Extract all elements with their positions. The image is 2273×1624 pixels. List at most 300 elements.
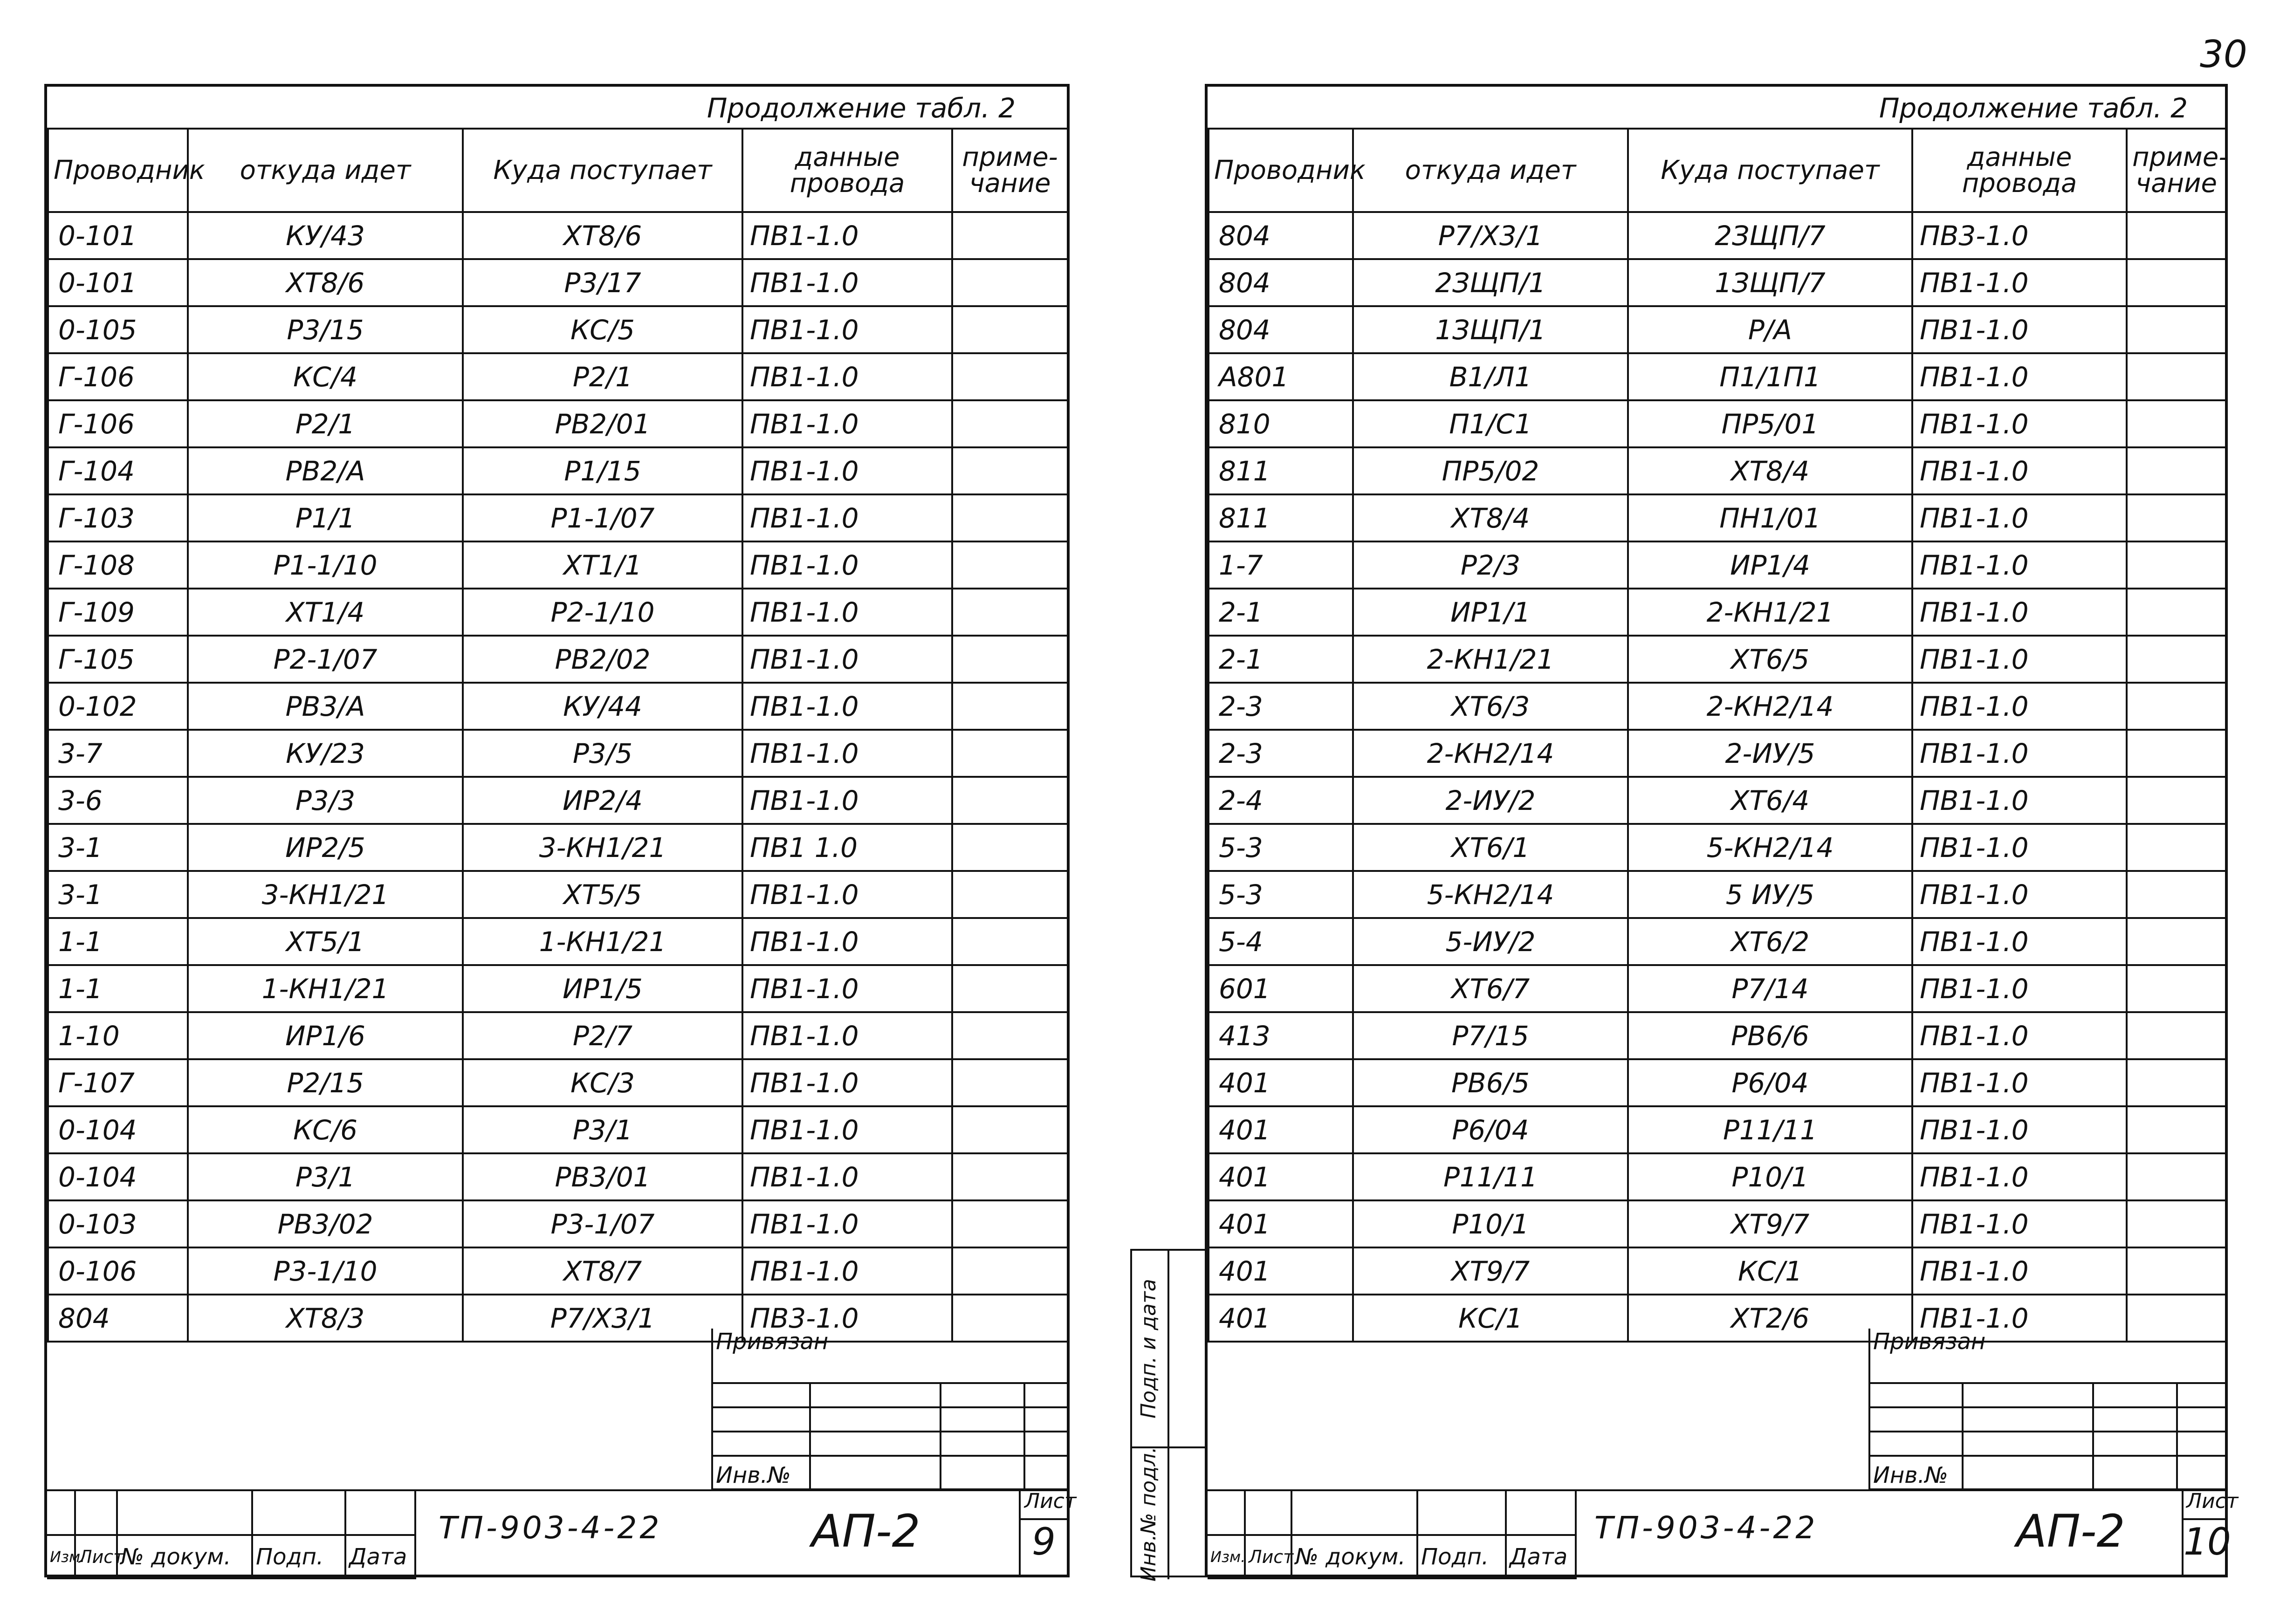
cell-wire-data: ПВ3-1.0: [742, 1295, 952, 1342]
right-sheet-code: АП-2: [2016, 1505, 2125, 1557]
table-row: [1209, 306, 2226, 353]
cell-from: В1/Л1: [1353, 353, 1628, 400]
cell-note: [2127, 306, 2226, 353]
cell-wire-data: ПВ1-1.0: [742, 306, 952, 353]
cell-note: [952, 1059, 1068, 1106]
header-wire-data: данные провода: [1912, 129, 2127, 212]
cell-from: Р10/1: [1353, 1200, 1628, 1247]
cell-from: П1/С1: [1353, 400, 1628, 447]
cell-to: П1/1П1: [1628, 353, 1912, 400]
cell-wire-data: ПВ1-1.0: [1912, 871, 2127, 918]
cell-to: Р/А: [1628, 306, 1912, 353]
cell-to: 5-КН2/14: [1628, 824, 1912, 871]
table-row: [48, 212, 1068, 259]
left-footer-podp: Подп.: [252, 1535, 345, 1578]
left-sheet-code: АП-2: [811, 1505, 920, 1557]
cell-note: [2127, 447, 2226, 494]
cell-conductor: 804: [1209, 259, 1353, 306]
cell-note: [952, 494, 1068, 541]
cell-from: ХТ1/4: [188, 589, 463, 636]
cell-to: ИР2/4: [463, 777, 742, 824]
cell-note: [952, 824, 1068, 871]
cell-from: ИР1/1: [1353, 589, 1628, 636]
left-sheet: [44, 84, 1077, 1577]
cell-note: [2127, 541, 2226, 589]
cell-note: [2127, 494, 2226, 541]
table-row: [1209, 1106, 2226, 1153]
cell-from: КУ/43: [188, 212, 463, 259]
cell-from: РВ6/5: [1353, 1059, 1628, 1106]
table-row: [48, 1200, 1068, 1247]
cell-wire-data: ПВ1-1.0: [1912, 730, 2127, 777]
left-continuation-title: Продолжение табл. 2: [707, 92, 1016, 124]
side-stamp-inv-podl: Инв.№ подл.: [1137, 1446, 1161, 1582]
cell-to: Р3/1: [463, 1106, 742, 1153]
cell-to: 1ЗЩП/7: [1628, 259, 1912, 306]
right-footer-block: [1208, 1489, 2239, 1577]
cell-to: Р2/1: [463, 353, 742, 400]
cell-from: ХТ9/7: [1353, 1247, 1628, 1295]
left-sheet-label: Лист: [1021, 1489, 1067, 1520]
cell-from: КУ/23: [188, 730, 463, 777]
cell-note: [2127, 965, 2226, 1012]
cell-wire-data: ПВ1-1.0: [742, 494, 952, 541]
cell-conductor: 0-104: [48, 1106, 188, 1153]
cell-to: 2-КН2/14: [1628, 683, 1912, 730]
header-wire-data: данные провода: [742, 129, 952, 212]
cell-note: [952, 1247, 1068, 1295]
cell-from: РВ2/А: [188, 447, 463, 494]
cell-conductor: Г-108: [48, 541, 188, 589]
cell-note: [952, 259, 1068, 306]
cell-to: Р2-1/10: [463, 589, 742, 636]
table-row: [48, 1153, 1068, 1200]
cell-wire-data: ПВ1-1.0: [742, 447, 952, 494]
table-row: [1209, 447, 2226, 494]
cell-from: ХТ6/1: [1353, 824, 1628, 871]
cell-wire-data: ПВ1-1.0: [742, 636, 952, 683]
right-sheet-number-box: [2182, 1489, 2239, 1577]
left-footer-list: Лист: [75, 1535, 117, 1578]
cell-note: [2127, 1012, 2226, 1059]
cell-to: ХТ5/5: [463, 871, 742, 918]
cell-wire-data: ПВ1-1.0: [742, 683, 952, 730]
cell-wire-data: ПВ1-1.0: [1912, 1059, 2127, 1106]
table-row: [1209, 965, 2226, 1012]
cell-from: 2-ИУ/2: [1353, 777, 1628, 824]
cell-note: [2127, 824, 2226, 871]
cell-conductor: 401: [1209, 1106, 1353, 1153]
cell-to: ХТ6/5: [1628, 636, 1912, 683]
cell-to: 5 ИУ/5: [1628, 871, 1912, 918]
right-revision-table: [1208, 1489, 1577, 1579]
cell-note: [952, 541, 1068, 589]
cell-conductor: 5-3: [1209, 871, 1353, 918]
right-wiring-table: [1208, 128, 2227, 1343]
cell-conductor: 0-105: [48, 306, 188, 353]
cell-conductor: 0-103: [48, 1200, 188, 1247]
cell-to: КС/1: [1628, 1247, 1912, 1295]
cell-from: Р6/04: [1353, 1106, 1628, 1153]
cell-from: ХТ6/3: [1353, 683, 1628, 730]
cell-from: Р2/15: [188, 1059, 463, 1106]
cell-note: [2127, 871, 2226, 918]
table-row: [48, 683, 1068, 730]
cell-note: [2127, 1247, 2226, 1295]
cell-conductor: 401: [1209, 1295, 1353, 1342]
cell-note: [952, 730, 1068, 777]
cell-wire-data: ПВ1-1.0: [1912, 259, 2127, 306]
cell-note: [952, 589, 1068, 636]
cell-note: [952, 871, 1068, 918]
cell-wire-data: ПВ1-1.0: [742, 212, 952, 259]
cell-note: [952, 1200, 1068, 1247]
cell-wire-data: ПВ1-1.0: [1912, 1106, 2127, 1153]
cell-wire-data: ПВ1-1.0: [742, 871, 952, 918]
right-sheet: [1205, 84, 2239, 1577]
cell-from: Р3-1/10: [188, 1247, 463, 1295]
cell-conductor: 0-101: [48, 212, 188, 259]
table-row: [48, 353, 1068, 400]
cell-conductor: 3-1: [48, 824, 188, 871]
cell-to: 2ЗЩП/7: [1628, 212, 1912, 259]
cell-conductor: 413: [1209, 1012, 1353, 1059]
page-number: 30: [2200, 33, 2247, 76]
right-project-code: ТП-903-4-22: [1594, 1510, 1818, 1546]
table-header-row: [1209, 129, 2226, 212]
cell-conductor: 0-102: [48, 683, 188, 730]
table-row: [1209, 1059, 2226, 1106]
cell-from: Р3/15: [188, 306, 463, 353]
right-footer-ndok: № докум.: [1291, 1535, 1417, 1578]
cell-note: [952, 965, 1068, 1012]
cell-from: КС/4: [188, 353, 463, 400]
left-footer-data: Дата: [345, 1535, 415, 1578]
table-row: [48, 589, 1068, 636]
cell-wire-data: ПВ1-1.0: [1912, 353, 2127, 400]
table-row: [1209, 541, 2226, 589]
side-stamp-podp-data: Подп. и дата: [1137, 1279, 1161, 1418]
cell-conductor: 1-7: [1209, 541, 1353, 589]
table-row: [48, 541, 1068, 589]
cell-conductor: 2-3: [1209, 730, 1353, 777]
cell-to: ХТ8/6: [463, 212, 742, 259]
table-row: [1209, 259, 2226, 306]
cell-note: [952, 1153, 1068, 1200]
cell-conductor: 401: [1209, 1059, 1353, 1106]
left-sheet-number-box: [1019, 1489, 1077, 1577]
cell-note: [952, 636, 1068, 683]
cell-to: КУ/44: [463, 683, 742, 730]
cell-to: 3-КН1/21: [463, 824, 742, 871]
right-inv-label: Инв.№: [1869, 1456, 1963, 1489]
cell-from: 3-КН1/21: [188, 871, 463, 918]
left-revision-table: [47, 1489, 416, 1579]
cell-to: КС/3: [463, 1059, 742, 1106]
cell-note: [952, 353, 1068, 400]
table-row: [1209, 1247, 2226, 1295]
table-row: [1209, 918, 2226, 965]
table-row: [1209, 871, 2226, 918]
cell-to: ИР1/4: [1628, 541, 1912, 589]
cell-wire-data: ПВ1-1.0: [742, 1200, 952, 1247]
cell-from: ХТ8/4: [1353, 494, 1628, 541]
table-row: [48, 306, 1068, 353]
left-sheet-number: 9: [1032, 1520, 1056, 1563]
cell-wire-data: ПВ1-1.0: [742, 1059, 952, 1106]
cell-note: [952, 400, 1068, 447]
table-row: [48, 259, 1068, 306]
cell-wire-data: ПВ1-1.0: [742, 541, 952, 589]
cell-note: [952, 777, 1068, 824]
cell-to: Р3/17: [463, 259, 742, 306]
table-row: [48, 400, 1068, 447]
cell-from: Р2/1: [188, 400, 463, 447]
cell-wire-data: ПВ1-1.0: [1912, 683, 2127, 730]
cell-note: [2127, 1106, 2226, 1153]
cell-conductor: Г-104: [48, 447, 188, 494]
cell-to: Р7/Х3/1: [463, 1295, 742, 1342]
cell-to: ХТ6/4: [1628, 777, 1912, 824]
cell-conductor: 0-104: [48, 1153, 188, 1200]
cell-from: ХТ8/3: [188, 1295, 463, 1342]
header-note: приме-чание: [952, 129, 1068, 212]
table-row: [1209, 353, 2226, 400]
table-row: [48, 1059, 1068, 1106]
cell-note: [2127, 1153, 2226, 1200]
header-conductor: Проводник: [48, 129, 188, 212]
right-footer-data: Дата: [1506, 1535, 1576, 1578]
cell-from: РВ3/02: [188, 1200, 463, 1247]
cell-conductor: 401: [1209, 1247, 1353, 1295]
cell-conductor: 804: [1209, 212, 1353, 259]
table-row: [1209, 494, 2226, 541]
cell-conductor: 3-7: [48, 730, 188, 777]
cell-to: Р1-1/07: [463, 494, 742, 541]
right-privyazan-block: [1868, 1329, 2226, 1490]
left-wiring-table: [47, 128, 1069, 1343]
cell-to: РВ2/01: [463, 400, 742, 447]
table-row: [48, 730, 1068, 777]
cell-wire-data: ПВ1-1.0: [742, 777, 952, 824]
cell-from: Р11/11: [1353, 1153, 1628, 1200]
cell-from: 1-КН1/21: [188, 965, 463, 1012]
cell-note: [2127, 636, 2226, 683]
table-row: [1209, 636, 2226, 683]
left-project-code: ТП-903-4-22: [439, 1510, 662, 1546]
cell-from: ХТ8/6: [188, 259, 463, 306]
cell-from: Р1/1: [188, 494, 463, 541]
cell-note: [2127, 259, 2226, 306]
cell-wire-data: ПВ1-1.0: [742, 589, 952, 636]
cell-wire-data: ПВ1-1.0: [742, 1012, 952, 1059]
cell-from: ИР1/6: [188, 1012, 463, 1059]
cell-wire-data: ПВ1-1.0: [1912, 1200, 2127, 1247]
cell-note: [2127, 589, 2226, 636]
cell-to: ХТ8/7: [463, 1247, 742, 1295]
table-row: [1209, 1012, 2226, 1059]
cell-wire-data: ПВ1-1.0: [742, 1247, 952, 1295]
table-row: [48, 447, 1068, 494]
cell-wire-data: ПВ1-1.0: [1912, 965, 2127, 1012]
header-to: Куда поступает: [463, 129, 742, 212]
table-row: [48, 871, 1068, 918]
right-privyazan-label: Привязан: [1869, 1329, 2226, 1383]
cell-to: РВ3/01: [463, 1153, 742, 1200]
cell-from: Р3/3: [188, 777, 463, 824]
cell-wire-data: ПВ1-1.0: [742, 730, 952, 777]
header-from: откуда идет: [188, 129, 463, 212]
cell-from: 5-КН2/14: [1353, 871, 1628, 918]
table-row: [48, 1106, 1068, 1153]
left-footer-izm: Изм.: [47, 1535, 75, 1578]
right-footer-podp: Подп.: [1417, 1535, 1506, 1578]
cell-to: Р7/14: [1628, 965, 1912, 1012]
right-sheet-label: Лист: [2184, 1489, 2225, 1520]
cell-to: Р11/11: [1628, 1106, 1912, 1153]
cell-to: ХТ2/6: [1628, 1295, 1912, 1342]
header-note: приме-чание: [2127, 129, 2226, 212]
cell-to: Р3-1/07: [463, 1200, 742, 1247]
right-footer-list: Лист: [1245, 1535, 1291, 1578]
cell-wire-data: ПВ1-1.0: [1912, 541, 2127, 589]
cell-conductor: 5-3: [1209, 824, 1353, 871]
cell-conductor: 1-1: [48, 965, 188, 1012]
cell-to: 1-КН1/21: [463, 918, 742, 965]
cell-from: 5-ИУ/2: [1353, 918, 1628, 965]
cell-wire-data: ПВ1-1.0: [742, 918, 952, 965]
cell-from: ПР5/02: [1353, 447, 1628, 494]
cell-conductor: 2-1: [1209, 589, 1353, 636]
table-header-row: [48, 129, 1068, 212]
cell-conductor: 811: [1209, 447, 1353, 494]
cell-conductor: 811: [1209, 494, 1353, 541]
cell-wire-data: ПВ1-1.0: [742, 1106, 952, 1153]
cell-note: [952, 212, 1068, 259]
cell-conductor: 3-6: [48, 777, 188, 824]
cell-conductor: 401: [1209, 1153, 1353, 1200]
table-row: [48, 636, 1068, 683]
table-row: [1209, 212, 2226, 259]
table-row: [48, 824, 1068, 871]
cell-wire-data: ПВ1-1.0: [1912, 400, 2127, 447]
cell-to: РВ2/02: [463, 636, 742, 683]
cell-from: 1ЗЩП/1: [1353, 306, 1628, 353]
cell-conductor: 401: [1209, 1200, 1353, 1247]
cell-conductor: Г-109: [48, 589, 188, 636]
cell-from: 2-КН2/14: [1353, 730, 1628, 777]
cell-wire-data: ПВ1-1.0: [1912, 1153, 2127, 1200]
cell-to: ПН1/01: [1628, 494, 1912, 541]
table-row: [48, 494, 1068, 541]
right-continuation-title: Продолжение табл. 2: [1879, 92, 2188, 124]
cell-wire-data: ПВ1-1.0: [1912, 447, 2127, 494]
cell-conductor: 804: [1209, 306, 1353, 353]
cell-conductor: 5-4: [1209, 918, 1353, 965]
cell-conductor: 1-10: [48, 1012, 188, 1059]
table-row: [48, 1247, 1068, 1295]
cell-note: [952, 918, 1068, 965]
header-conductor: Проводник: [1209, 129, 1353, 212]
cell-wire-data: ПВ3-1.0: [1912, 212, 2127, 259]
cell-wire-data: ПВ1-1.0: [742, 1153, 952, 1200]
table-row: [48, 1012, 1068, 1059]
cell-note: [2127, 353, 2226, 400]
cell-note: [2127, 212, 2226, 259]
table-row: [48, 918, 1068, 965]
left-inv-label: Инв.№: [712, 1456, 810, 1489]
cell-from: Р7/Х3/1: [1353, 212, 1628, 259]
cell-note: [952, 683, 1068, 730]
cell-conductor: 2-1: [1209, 636, 1353, 683]
cell-conductor: 2-4: [1209, 777, 1353, 824]
cell-to: ПР5/01: [1628, 400, 1912, 447]
cell-from: Р7/15: [1353, 1012, 1628, 1059]
table-row: [1209, 777, 2226, 824]
cell-to: ИР1/5: [463, 965, 742, 1012]
cell-note: [952, 1106, 1068, 1153]
cell-to: ХТ1/1: [463, 541, 742, 589]
cell-from: КС/1: [1353, 1295, 1628, 1342]
cell-wire-data: ПВ1-1.0: [1912, 589, 2127, 636]
table-row: [48, 777, 1068, 824]
cell-wire-data: ПВ1-1.0: [742, 965, 952, 1012]
cell-to: 2-ИУ/5: [1628, 730, 1912, 777]
cell-conductor: 0-106: [48, 1247, 188, 1295]
table-row: [1209, 1153, 2226, 1200]
cell-wire-data: ПВ1-1.0: [1912, 1247, 2127, 1295]
left-privyazan-label: Привязан: [712, 1329, 1069, 1383]
cell-note: [2127, 683, 2226, 730]
cell-to: Р3/5: [463, 730, 742, 777]
cell-conductor: Г-105: [48, 636, 188, 683]
cell-note: [952, 447, 1068, 494]
cell-from: ИР2/5: [188, 824, 463, 871]
cell-note: [2127, 1059, 2226, 1106]
table-row: [1209, 1200, 2226, 1247]
table-row: [48, 965, 1068, 1012]
cell-conductor: 3-1: [48, 871, 188, 918]
cell-wire-data: ПВ1-1.0: [1912, 636, 2127, 683]
cell-conductor: Г-106: [48, 400, 188, 447]
cell-conductor: 804: [48, 1295, 188, 1342]
right-footer-izm: Изм.: [1208, 1535, 1245, 1578]
cell-conductor: Г-107: [48, 1059, 188, 1106]
side-stamp: [1130, 1249, 1205, 1582]
cell-from: КС/6: [188, 1106, 463, 1153]
cell-to: ХТ8/4: [1628, 447, 1912, 494]
cell-from: 2ЗЩП/1: [1353, 259, 1628, 306]
table-row: [1209, 589, 2226, 636]
cell-from: Р2/3: [1353, 541, 1628, 589]
cell-from: ХТ5/1: [188, 918, 463, 965]
table-row: [1209, 824, 2226, 871]
left-footer-ndok: № докум.: [117, 1535, 252, 1578]
cell-note: [2127, 777, 2226, 824]
cell-wire-data: ПВ1 1.0: [742, 824, 952, 871]
cell-wire-data: ПВ1-1.0: [1912, 306, 2127, 353]
cell-note: [2127, 1200, 2226, 1247]
header-from: откуда идет: [1353, 129, 1628, 212]
cell-wire-data: ПВ1-1.0: [1912, 918, 2127, 965]
cell-conductor: 0-101: [48, 259, 188, 306]
cell-from: Р2-1/07: [188, 636, 463, 683]
table-row: [1209, 400, 2226, 447]
cell-wire-data: ПВ1-1.0: [1912, 1012, 2127, 1059]
cell-conductor: 2-3: [1209, 683, 1353, 730]
cell-from: Р3/1: [188, 1153, 463, 1200]
cell-note: [2127, 400, 2226, 447]
